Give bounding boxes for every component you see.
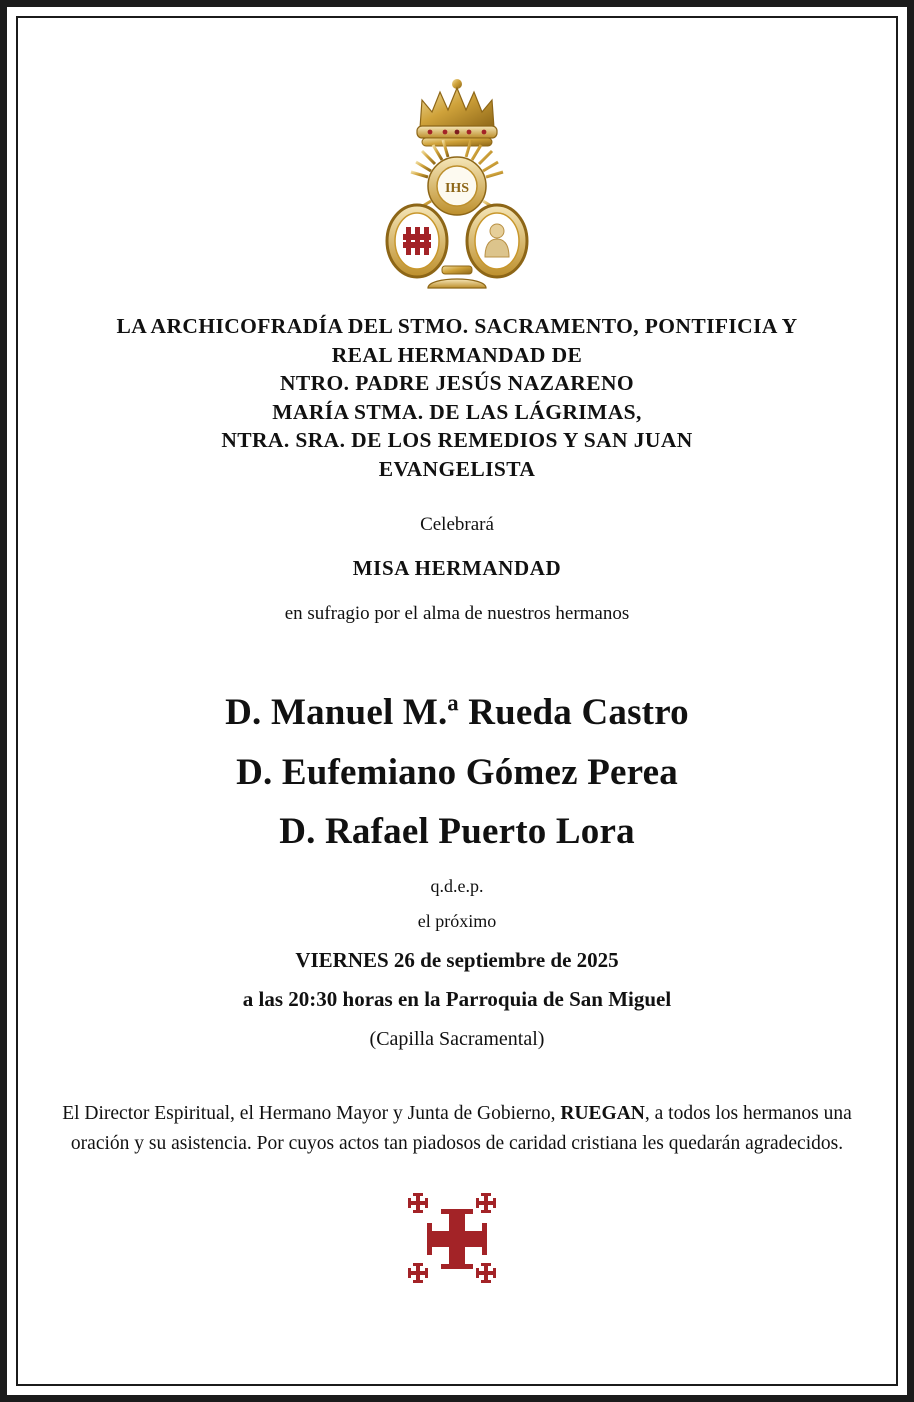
deceased-names-list	[52, 683, 862, 863]
footer-cross-wrap	[407, 1189, 507, 1289]
event-date: VIERNES 26 de septiembre de 2025	[295, 948, 619, 973]
organization-title-line-2: REAL HERMANDAD DE	[331, 342, 583, 367]
request-part-2: , a todos los hermanos una oración y su asistencia. Por cuyos actos tan piadosos de caridad cristiana les quedarán agradecidos.	[70, 1103, 852, 1154]
deceased-name: D. Rafael Puerto Lora	[279, 811, 635, 853]
next-label: el próximo	[417, 911, 497, 932]
svg-text:IHS: IHS	[444, 181, 470, 196]
request-emphasis: RUEGAN	[560, 1103, 645, 1125]
jerusalem-cross-icon	[407, 1189, 507, 1289]
card-frame	[16, 16, 898, 1386]
qdep-text: q.d.e.p.	[430, 876, 484, 897]
celebrate-label: Celebrará	[420, 513, 494, 535]
event-chapel: (Capilla Sacramental)	[369, 1028, 545, 1051]
card-white-margin	[7, 7, 907, 1395]
deceased-name: D. Eufemiano Gómez Perea	[236, 751, 678, 793]
event-time-place: a las 20:30 horas en la Parroquia de San Miguel	[242, 987, 672, 1012]
deceased-name: D. Manuel M.ª Rueda Castro	[225, 691, 689, 733]
organization-title	[116, 312, 797, 484]
brotherhood-emblem-icon	[362, 66, 552, 294]
organization-title-line-6: EVANGELISTA	[378, 456, 536, 481]
organization-title-line-3: NTRO. PADRE JESÚS NAZARENO	[279, 371, 635, 396]
request-paragraph	[37, 1099, 877, 1158]
mass-title: MISA HERMANDAD	[352, 555, 562, 580]
organization-title-line-5: NTRA. SRA. DE LOS REMEDIOS Y SAN JUAN	[221, 428, 693, 453]
organization-title-line-1: LA ARCHICOFRADÍA DEL STMO. SACRAMENTO, PONTIFICIA Y	[116, 314, 798, 338]
suffrage-text: en sufragio por el alma de nuestros hermanos	[284, 602, 630, 624]
organization-title-line-4: MARÍA STMA. DE LAS LÁGRIMAS,	[272, 399, 642, 424]
request-part-1: El Director Espiritual, el Hermano Mayor y Junta de Gobierno,	[62, 1103, 561, 1125]
